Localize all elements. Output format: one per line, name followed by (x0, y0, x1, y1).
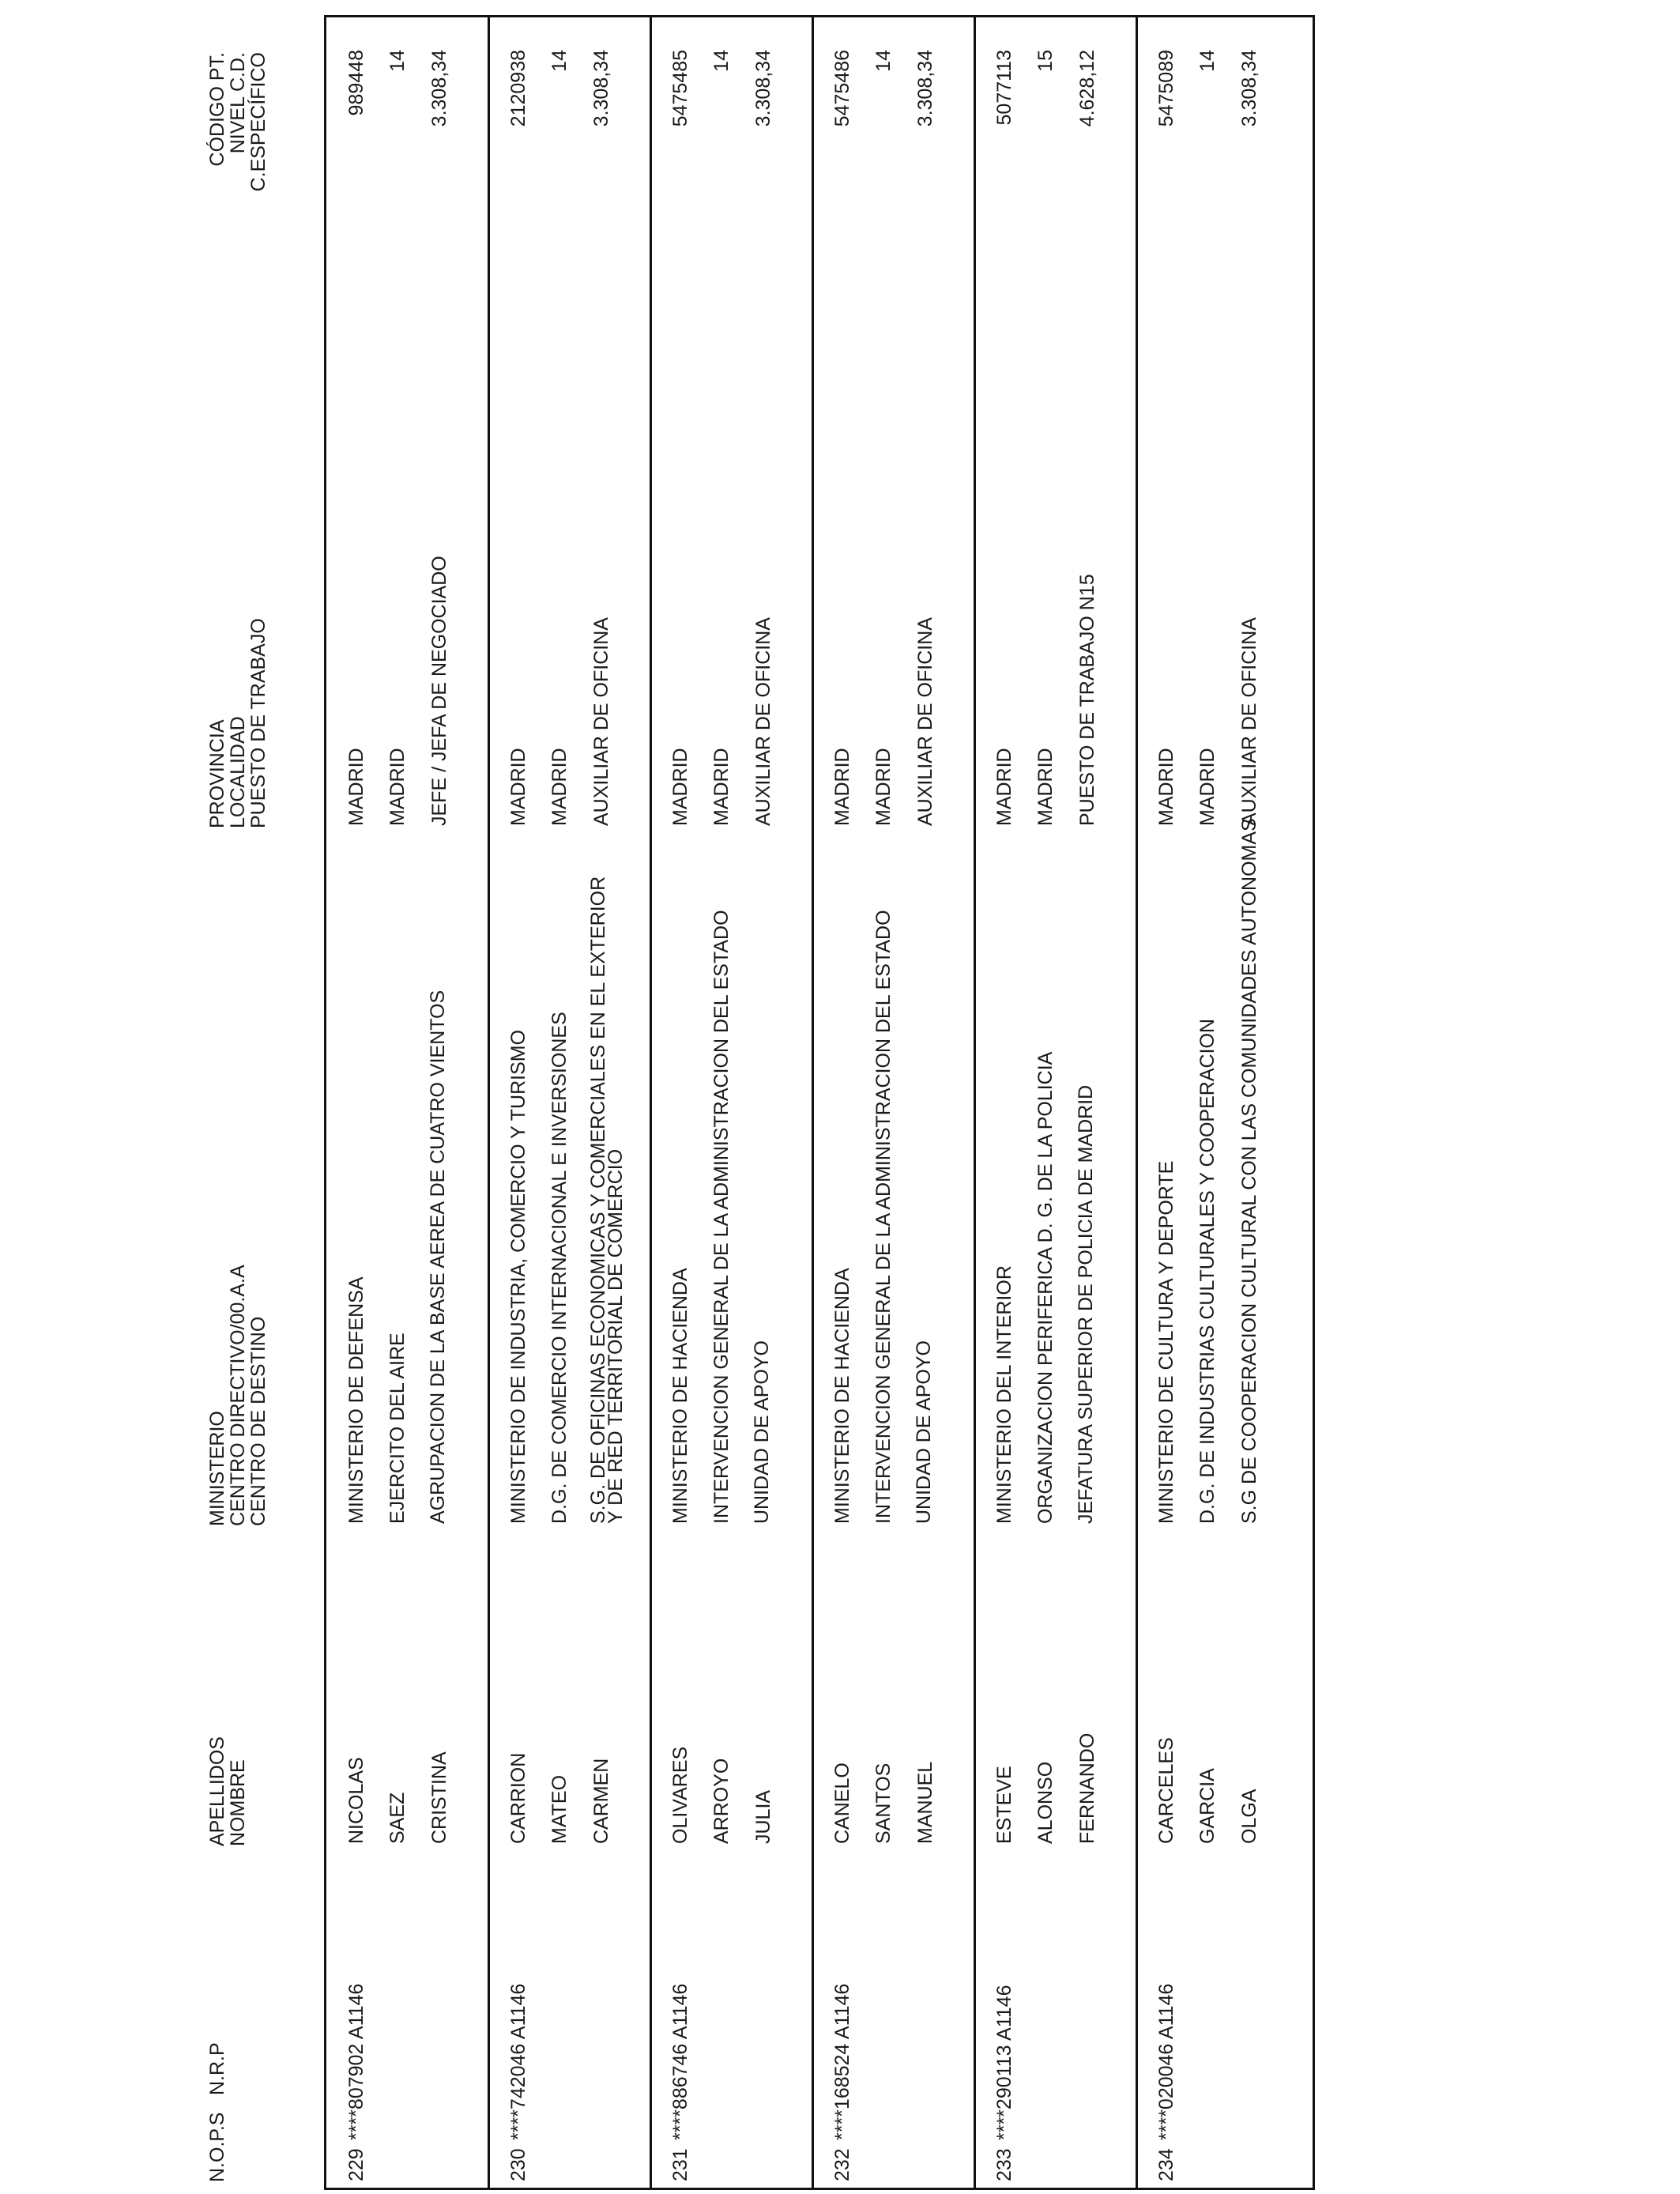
codigo-cell: 989448 (345, 50, 367, 116)
nops-cell: 233 (993, 2148, 1015, 2181)
centro-destino-cell: AGRUPACION DE LA BASE AEREA DE CUATRO VIENTOS (427, 990, 449, 1524)
nrp-cell: ****020046 A1146 (1155, 1983, 1177, 2140)
nops-cell: 229 (345, 2148, 367, 2181)
apellido1-cell: CANELO (831, 1762, 853, 1844)
header-centro-directivo-label: CENTRO DIRECTIVO/00.A.A (227, 1265, 249, 1526)
nombre-cell: CARMEN (590, 1758, 612, 1844)
puesto-cell: JEFE / JEFA DE NEGOCIADO (428, 556, 450, 826)
table-row (1136, 17, 1313, 2188)
codigo-cell: 5475486 (831, 50, 853, 127)
nrp-cell: ****807902 A1146 (345, 1983, 367, 2140)
ministerio-cell: MINISTERIO DE CULTURA Y DEPORTE (1155, 1160, 1177, 1524)
apellido2-cell: SANTOS (872, 1762, 895, 1844)
provincia-cell: MADRID (993, 748, 1015, 826)
header-nops (207, 2113, 228, 2182)
apellido2-cell: ARROYO (710, 1758, 733, 1844)
nrp-cell: ****290113 A1146 (993, 1985, 1015, 2140)
especifico-cell: 3.308,34 (428, 50, 450, 127)
nombre-cell: JULIA (752, 1789, 774, 1844)
centro-destino-cell: JEFATURA SUPERIOR DE POLICIA DE MADRID (1075, 1084, 1097, 1524)
apellido1-cell: NICOLAS (345, 1757, 367, 1844)
header-nops-label: N.O.P.S (206, 2112, 228, 2182)
localidad-cell: MADRID (1034, 748, 1057, 826)
apellido2-cell: MATEO (548, 1774, 571, 1844)
especifico-cell: 3.308,34 (1238, 50, 1260, 127)
centro-directivo-cell: EJERCITO DEL AIRE (386, 1333, 409, 1524)
puesto-cell: PUESTO DE TRABAJO N15 (1076, 574, 1098, 826)
header-codigo-label: CÓDIGO PT. (206, 52, 228, 167)
ministerio-cell: MINISTERIO DE HACIENDA (669, 1268, 691, 1524)
especifico-cell: 3.308,34 (914, 50, 936, 127)
especifico-cell: 3.308,34 (752, 50, 774, 127)
codigo-cell: 5475485 (669, 50, 691, 127)
nivel-cell: 14 (872, 50, 895, 72)
nivel-cell: 15 (1034, 50, 1057, 72)
localidad-cell: MADRID (548, 748, 571, 826)
codigo-cell: 2120938 (507, 50, 529, 127)
header-ministerio (207, 1265, 269, 1526)
nrp-cell: ****886746 A1146 (669, 1983, 691, 2140)
provincia-cell: MADRID (831, 748, 853, 826)
header-ministerio-label: MINISTERIO (206, 1411, 228, 1526)
centro-destino-cell: UNIDAD DE APOYO (751, 1340, 773, 1524)
provincia-cell: MADRID (345, 748, 367, 826)
centro-directivo-cell: INTERVENCION GENERAL DE LA ADMINISTRACION DEL ESTADO (872, 910, 895, 1524)
especifico-cell: 3.308,34 (590, 50, 612, 127)
nrp-cell: ****168524 A1146 (831, 1983, 853, 2140)
localidad-cell: MADRID (710, 748, 733, 826)
localidad-cell: MADRID (386, 748, 409, 826)
localidad-cell: MADRID (872, 748, 895, 826)
header-provincia-label: PROVINCIA (206, 719, 228, 828)
nivel-cell: 14 (548, 50, 571, 72)
apellido1-cell: OLIVARES (669, 1746, 691, 1844)
codigo-cell: 5475089 (1155, 50, 1177, 127)
nombre-cell: CRISTINA (428, 1751, 450, 1844)
apellido2-cell: ALONSO (1034, 1761, 1057, 1844)
nombre-cell: MANUEL (914, 1761, 936, 1844)
nombre-cell: OLGA (1238, 1789, 1260, 1844)
ministerio-cell: MINISTERIO DE DEFENSA (345, 1276, 367, 1524)
especifico-cell: 4.628,12 (1076, 50, 1098, 127)
header-localidad-label: LOCALIDAD (227, 716, 249, 828)
header-nrp (207, 2042, 228, 2095)
records-table (324, 15, 1315, 2190)
header-nrp-label: N.R.P (206, 2042, 228, 2095)
centro-destino-cell: S.G. DE OFICINAS ECONOMICAS Y COMERCIALES EN EL EXTERIOR Y DE RED TERRITORIAL DE COMERCIO (587, 876, 627, 1524)
header-apellidos (207, 1736, 248, 1846)
centro-directivo-cell: D.G. DE INDUSTRIAS CULTURALES Y COOPERACION (1196, 1018, 1219, 1524)
table-row (974, 17, 1136, 2188)
table-row (650, 17, 812, 2188)
header-nombre-label: NOMBRE (227, 1759, 249, 1846)
table-row (488, 17, 650, 2188)
centro-directivo-cell: INTERVENCION GENERAL DE LA ADMINISTRACION DEL ESTADO (710, 910, 733, 1524)
provincia-cell: MADRID (1155, 748, 1177, 826)
header-puesto-label: PUESTO DE TRABAJO (247, 618, 269, 828)
nivel-cell: 14 (710, 50, 733, 72)
nrp-cell: ****742046 A1146 (507, 1983, 529, 2140)
puesto-cell: AUXILIAR DE OFICINA (1238, 617, 1260, 826)
nops-cell: 230 (507, 2148, 529, 2181)
header-provincia (207, 618, 269, 828)
apellido2-cell: SAEZ (386, 1792, 409, 1844)
header-apellidos-label: APELLIDOS (206, 1736, 228, 1846)
apellido1-cell: CARCELES (1155, 1737, 1177, 1844)
localidad-cell: MADRID (1196, 748, 1219, 826)
codigo-cell: 5077113 (993, 50, 1015, 126)
nops-cell: 234 (1155, 2148, 1177, 2181)
puesto-cell: AUXILIAR DE OFICINA (914, 617, 936, 826)
nivel-cell: 14 (386, 50, 409, 72)
provincia-cell: MADRID (507, 748, 529, 826)
table-row (326, 17, 488, 2188)
centro-destino-cell: UNIDAD DE APOYO (913, 1340, 935, 1524)
header-especifico-label: C.ESPECÍFICO (247, 52, 269, 192)
nombre-cell: FERNANDO (1076, 1732, 1098, 1844)
table-row (812, 17, 974, 2188)
apellido1-cell: ESTEVE (993, 1766, 1015, 1844)
centro-directivo-cell: ORGANIZACION PERIFERICA D. G. DE LA POLICIA (1034, 1051, 1057, 1524)
puesto-cell: AUXILIAR DE OFICINA (752, 617, 774, 826)
centro-directivo-cell: D.G. DE COMERCIO INTERNACIONAL E INVERSIONES (548, 1012, 571, 1524)
ministerio-cell: MINISTERIO DE INDUSTRIA, COMERCIO Y TURISMO (507, 1029, 529, 1524)
nops-cell: 231 (669, 2148, 691, 2181)
provincia-cell: MADRID (669, 748, 691, 826)
apellido2-cell: GARCIA (1196, 1768, 1219, 1844)
ministerio-cell: MINISTERIO DEL INTERIOR (993, 1265, 1015, 1524)
ministerio-cell: MINISTERIO DE HACIENDA (831, 1268, 853, 1524)
header-centro-destino-label: CENTRO DE DESTINO (247, 1316, 269, 1526)
header-codigo (207, 52, 269, 194)
apellido1-cell: CARRION (507, 1752, 529, 1844)
nops-cell: 232 (831, 2148, 853, 2181)
centro-destino-cell: S.G DE COOPERACION CULTURAL CON LAS COMUNIDADES AUTONOMAS (1238, 818, 1260, 1524)
header-nivel-label: NIVEL C.D. (227, 52, 249, 154)
nivel-cell: 14 (1196, 50, 1219, 72)
puesto-cell: AUXILIAR DE OFICINA (590, 617, 612, 826)
